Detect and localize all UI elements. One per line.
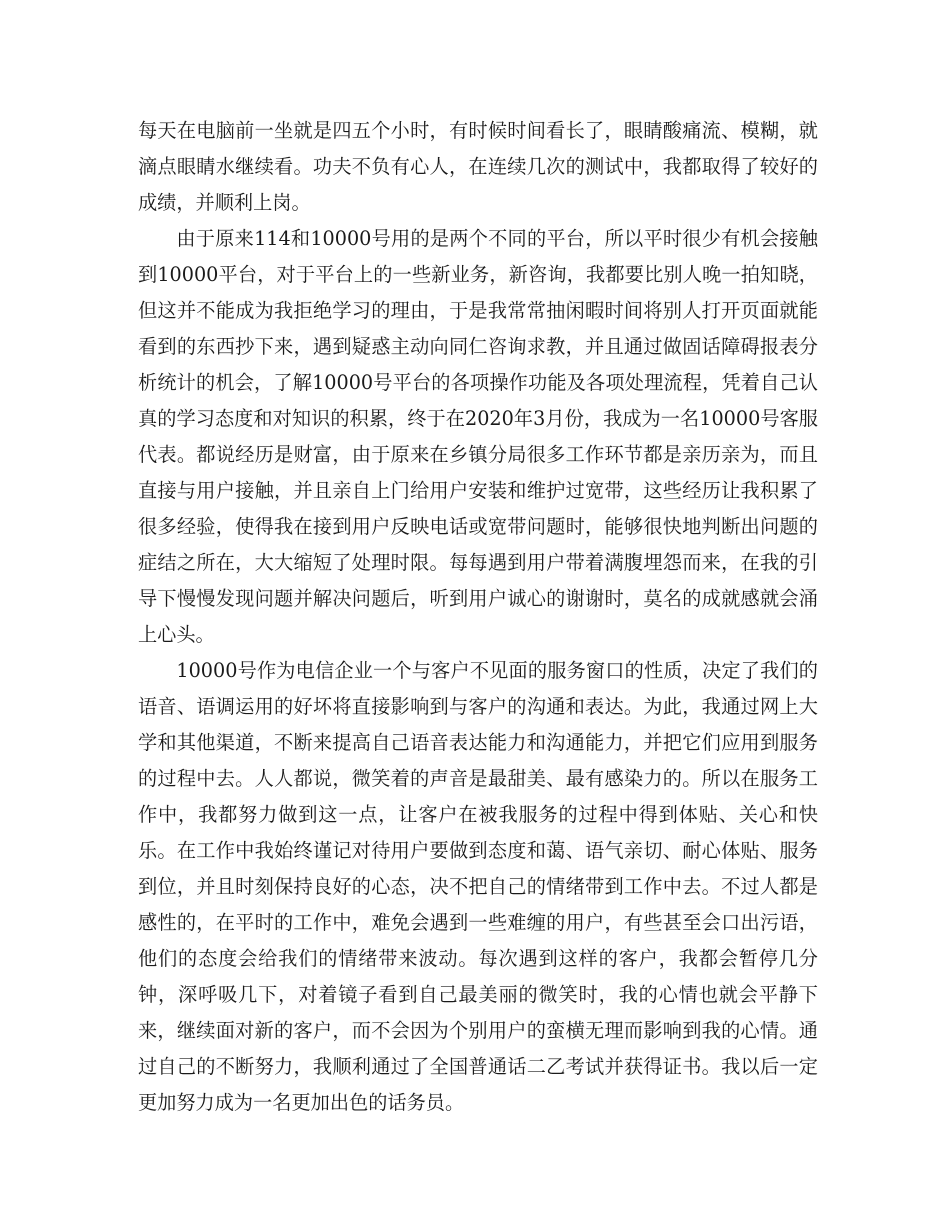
paragraph-continued: 每天在电脑前一坐就是四五个小时，有时候时间看长了，眼睛酸痛流、模糊，就滴点眼睛水继续看。功夫不负有心人，在连续几次的测试中，我都取得了较好的成绩，并顺利上岗。 <box>138 119 818 214</box>
paragraph-platform-learning: 由于原来114和10000号用的是两个不同的平台，所以平时很少有机会接触到10000平台，对于平台上的一些新业务，新咨询，我都要比别人晚一拍知晓，但这并不能成为我拒绝学习的理由，于是我常常抽闲暇时间将别人打开页面就能看到的东西抄下来，遇到疑惑主动向同仁咨询求教，并且通过做固话障碍报表分析统计的机会，了解10000号平台的各项操作功能及各项处理流程，凭着自己认真的学习态度和对知识的积累，终于在2020年3月份，我成为一名10000号客服代表。都说经历是财富，由于原来在乡镇分局很多工作环节都是亲历亲为，而且直接与用户接触，并且亲自上门给用户安装和维护过宽带，这些经历让我积累了很多经验，使得我在接到用户反映电话或宽带问题时，能够很快地判断出问题的症结之所在，大大缩短了处理时限。每每遇到用户带着满腹埋怨而来，在我的引导下慢慢发现问题并解决问题后，听到用户诚心的谢谢时，莫名的成就感就会涌上心头。 <box>138 227 818 646</box>
paragraph-service-attitude: 10000号作为电信企业一个与客户不见面的服务窗口的性质，决定了我们的语音、语调运用的好坏将直接影响到与客户的沟通和表达。为此，我通过网上大学和其他渠道，不断来提高自己语音表达能力和沟通能力，并把它们应用到服务的过程中去。人人都说，微笑着的声音是最甜美、最有感染力的。所以在服务工作中，我都努力做到这一点，让客户在被我服务的过程中得到体贴、关心和快乐。在工作中我始终谨记对待用户要做到态度和蔼、语气亲切、耐心体贴、服务到位，并且时刻保持良好的心态，决不把自己的情绪带到工作中去。不过人都是感性的，在平时的工作中，难免会遇到一些难缠的用户，有些甚至会口出污语，他们的态度会给我们的情绪带来波动。每次遇到这样的客户，我都会暂停几分钟，深呼吸几下，对着镜子看到自己最美丽的微笑时，我的心情也就会平静下来，继续面对新的客户，而不会因为个别用户的蛮横无理而影响到我的心情。通过自己的不断努力，我顺利通过了全国普通话二乙考试并获得证书。我以后一定更加努力成为一名更加出色的话务员。 <box>138 659 818 1114</box>
document-body <box>138 113 818 1121</box>
